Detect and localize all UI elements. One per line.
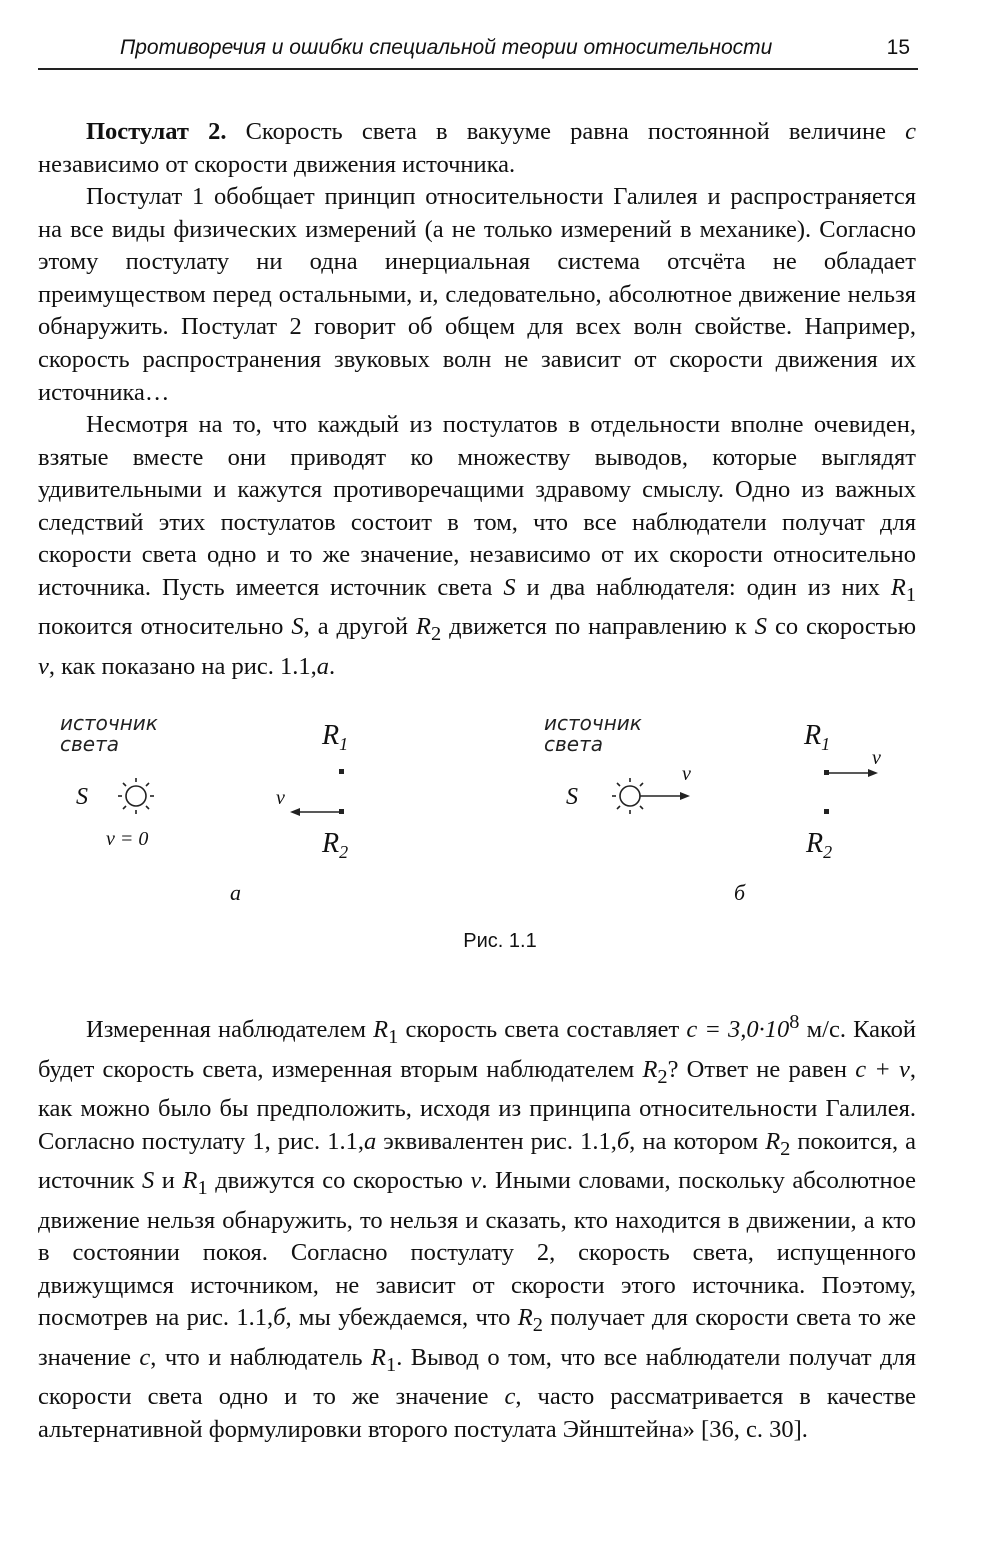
text-run: покоится, а источник [38, 1127, 917, 1195]
text-run: движутся со скоростью [207, 1167, 471, 1195]
subscript: 1 [905, 583, 917, 606]
source-label-line2-a: света [60, 732, 119, 756]
text-run: . Иными словами, поскольку абсолютное движение нельзя обнаружить, то нельзя и сказать, кто находится в движении, а кто в состоянии покоя. Согласно постулату 2, скорость света, испущенного движущимся источником, не зависит от скорости этого источника. Поэтому, посмотрев на рис. 1.1, [38, 1167, 916, 1332]
panel-b-label: б [734, 880, 746, 905]
text-run: м/с. Какой будет скорость света, измеренная вторым наблюдателем [38, 1016, 916, 1083]
source-label-line1-b: источник [544, 711, 642, 735]
superscript: 8 [789, 1011, 800, 1033]
symbol-S: S [754, 613, 767, 641]
observer-r2-dot [824, 809, 829, 814]
panel-b [612, 769, 878, 814]
formula-c-plus-v: c + v [855, 1055, 910, 1083]
text-run: ? Ответ не равен [667, 1055, 856, 1083]
text-run: со скоростью [767, 613, 916, 641]
symbol-v: v [38, 652, 49, 680]
text-run: , на котором [629, 1127, 766, 1155]
symbol-R: R [415, 613, 431, 641]
text-run: покоится относительно [38, 613, 292, 641]
sun-icon [620, 786, 640, 806]
text-run: движется по направлению к [441, 613, 755, 641]
paragraph-consequences [38, 409, 916, 684]
text-run: , как показано на рис. 1.1, [48, 652, 317, 680]
panel-a-label: а [230, 880, 241, 905]
source-label-line2-b: света [544, 732, 603, 756]
symbol-c: c [139, 1343, 151, 1371]
text-run: , часто рассматривается в качестве альтернативной формулировки второго постулата Эйнштейна» [36, с. 30]. [38, 1383, 917, 1444]
text-run: . Вывод о том, что все наблюдатели получат для скорости света одно и то же значение [38, 1343, 916, 1411]
symbol-R: R [371, 1343, 387, 1371]
text-run: . [328, 652, 336, 680]
symbol-R: R [890, 573, 906, 601]
source-S-a: S [76, 784, 88, 810]
subscript: 2 [532, 1314, 543, 1337]
symbol-R: R [765, 1127, 781, 1155]
symbol-S: S [291, 613, 304, 641]
figure-1-1 [38, 700, 938, 930]
text-run: Несмотря на то, что каждый из постулатов в отдельности вполне очевиден, взятые вместе они приводят ко множеству выводов, которые выглядят удивительными и кажутся противоречащими здравому смыслу. Одно из важных следствий этих постулатов состоит в том, что все наблюдатели получат для скорости света одно и то же значение, независимо от их скорости относительно источника. Пусть имеется источник света [38, 411, 916, 601]
velocity-label-a: v [276, 787, 285, 809]
R2-label-b: $R_2$ [806, 828, 833, 862]
text-run: Скорость света в вакууме равна постоянной величине [226, 118, 906, 145]
text-run: и два наблюдателя: один из них [515, 573, 891, 601]
symbol-S: S [503, 573, 516, 601]
symbol-v: v [470, 1167, 482, 1195]
panel-ref: а [316, 652, 329, 680]
formula-c: c = 3,0·10 [686, 1016, 790, 1044]
text-run: , что и наблюдатель [150, 1343, 372, 1371]
page-header [38, 34, 918, 70]
panel-ref: а [363, 1127, 377, 1155]
running-title: Противоречия и ошибки специальной теории относительности [120, 36, 773, 59]
symbol-R: R [182, 1167, 198, 1195]
velocity-label-b2: v [872, 747, 881, 769]
symbol-S: S [142, 1167, 155, 1195]
observer-r1-dot [339, 769, 344, 774]
symbol-R: R [517, 1304, 533, 1332]
subscript: 2 [657, 1065, 668, 1088]
text-run: , как можно было бы предположить, исходя из принципа относительности Галилея. Согласно постулату 1, рис. 1.1, [38, 1055, 917, 1155]
page-number: 15 [886, 36, 910, 59]
panel-ref: б [616, 1127, 630, 1155]
text-run: Измеренная наблюдателем [86, 1016, 374, 1044]
text-run: эквивалентен рис. 1.1, [376, 1127, 617, 1155]
text-run: и [154, 1167, 183, 1195]
symbol-R: R [373, 1016, 389, 1044]
v-zero-label: v = 0 [106, 828, 149, 850]
symbol-c: c [504, 1383, 516, 1411]
subscript: 1 [388, 1026, 399, 1049]
text-run: получает для скорости света то же значение [38, 1304, 917, 1371]
subscript: 1 [386, 1353, 397, 1376]
text-run: , мы убеждаемся, что [285, 1304, 518, 1332]
symbol-R: R [642, 1055, 658, 1083]
sun-icon [126, 786, 146, 806]
text-run: , а другой [303, 613, 416, 641]
source-label-line1-a: источник [60, 711, 158, 735]
paragraph-postulate-2 [38, 116, 916, 181]
R1-label-a: $R_1$ [322, 720, 349, 754]
paragraph-measurement [38, 1006, 916, 1447]
R1-label-b: $R_1$ [804, 720, 831, 754]
subscript: 2 [430, 623, 442, 646]
postulate-2-label: Постулат 2. [86, 118, 227, 145]
panel-a [118, 769, 344, 816]
subscript: 1 [197, 1177, 208, 1200]
symbol-c: c [905, 118, 916, 145]
R2-label-a: $R_2$ [322, 828, 349, 862]
velocity-label-b1: v [682, 763, 691, 785]
paragraph-postulate-1-note: Постулат 1 обобщает принцип относительности Галилея и распространяется на все виды физических измерений (а не только измерений в механике). Согласно этому постулату ни одна инерциальная система отсчёта не обладает преимуществом перед остальными, и, следовательно, абсолютное движение нельзя обнаружить. Постулат 2 говорит об общем для всех волн свойстве. Например, скорость распространения звуковых волн не зависит от скорости движения их источника… [38, 183, 916, 406]
subscript: 2 [780, 1137, 791, 1160]
text-run: независимо от скорости движения источника. [38, 150, 516, 178]
source-S-b: S [566, 784, 578, 810]
text-run: скорость света составляет [398, 1016, 687, 1044]
figure-caption: Рис. 1.1 [463, 930, 537, 952]
panel-ref: б [273, 1304, 286, 1332]
